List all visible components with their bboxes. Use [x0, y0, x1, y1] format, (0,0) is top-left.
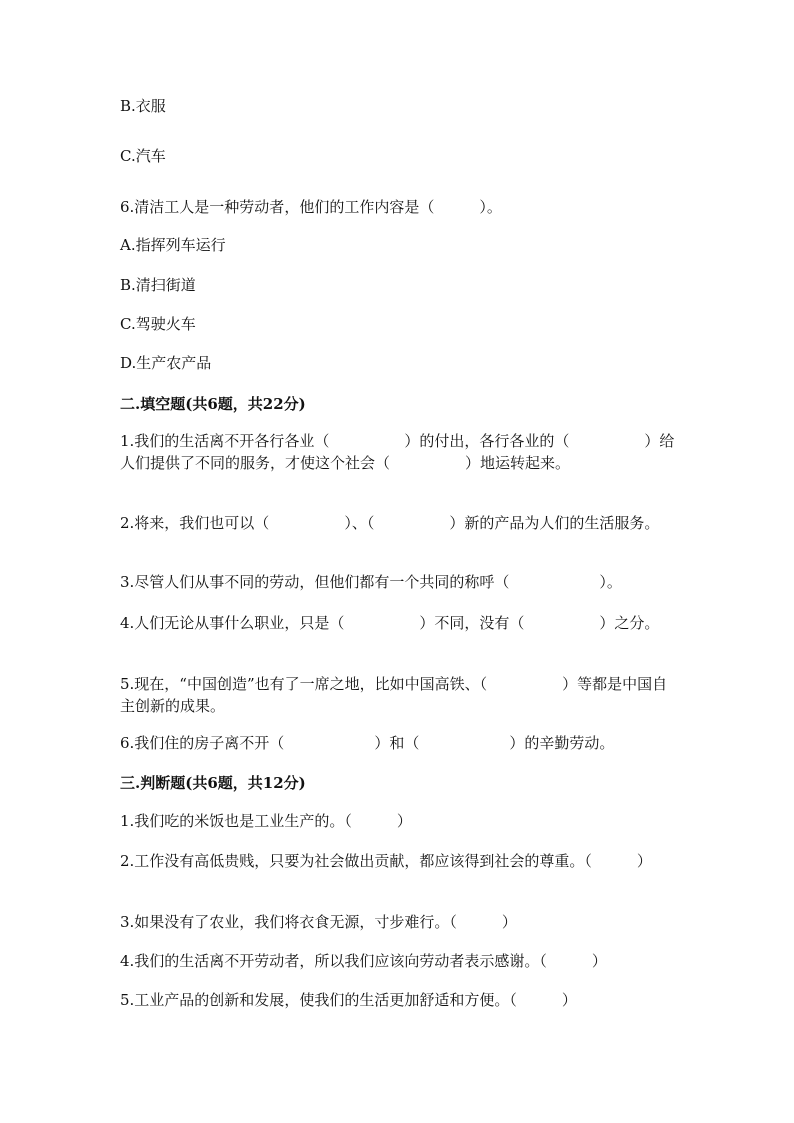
judge-question-3: 3.如果没有了农业，我们将衣食无源，寸步难行。（ ） — [120, 913, 517, 931]
judge-question-4: 4.我们的生活离不开劳动者，所以我们应该向劳动者表示感谢。（ ） — [120, 952, 607, 970]
question-5-option-b: B.衣服 — [120, 97, 166, 115]
question-6-stem: 6.清洁工人是一种劳动者，他们的工作内容是（ ）。 — [120, 198, 502, 216]
fill-question-5: 5.现在，“中国创造”也有了一席之地，比如中国高铁、（ ）等都是中国自主创新的成果。 — [120, 675, 668, 715]
fill-question-1: 1.我们的生活离不开各行各业（ ）的付出，各行各业的（ ）给人们提供了不同的服务，才使这个社会（ ）地运转起来。 — [120, 432, 675, 472]
question-6-option-c: C.驾驶火车 — [120, 315, 196, 333]
fill-question-2: 2.将来，我们也可以（ ）、（ ）新的产品为人们的生活服务。 — [120, 514, 660, 532]
question-5-option-c: C.汽车 — [120, 147, 166, 165]
judge-question-5: 5.工业产品的创新和发展，使我们的生活更加舒适和方便。（ ） — [120, 991, 577, 1009]
question-6-option-d: D.生产农产品 — [120, 354, 212, 372]
judge-question-2: 2.工作没有高低贵贱，只要为社会做出贡献，都应该得到社会的尊重。（ ） — [120, 852, 652, 870]
judge-question-1: 1.我们吃的米饭也是工业生产的。（ ） — [120, 812, 412, 830]
fill-question-6: 6.我们住的房子离不开（ ）和（ ）的辛勤劳动。 — [120, 734, 615, 752]
question-6-option-b: B.清扫街道 — [120, 276, 196, 294]
section-3-heading: 三.判断题(共6题，共12分) — [120, 774, 306, 792]
fill-question-3: 3.尽管人们从事不同的劳动，但他们都有一个共同的称呼（ ）。 — [120, 573, 622, 591]
section-2-heading: 二.填空题(共6题，共22分) — [120, 395, 306, 413]
question-6-option-a: A.指挥列车运行 — [120, 236, 226, 254]
fill-question-4: 4.人们无论从事什么职业，只是（ ）不同，没有（ ）之分。 — [120, 614, 660, 632]
